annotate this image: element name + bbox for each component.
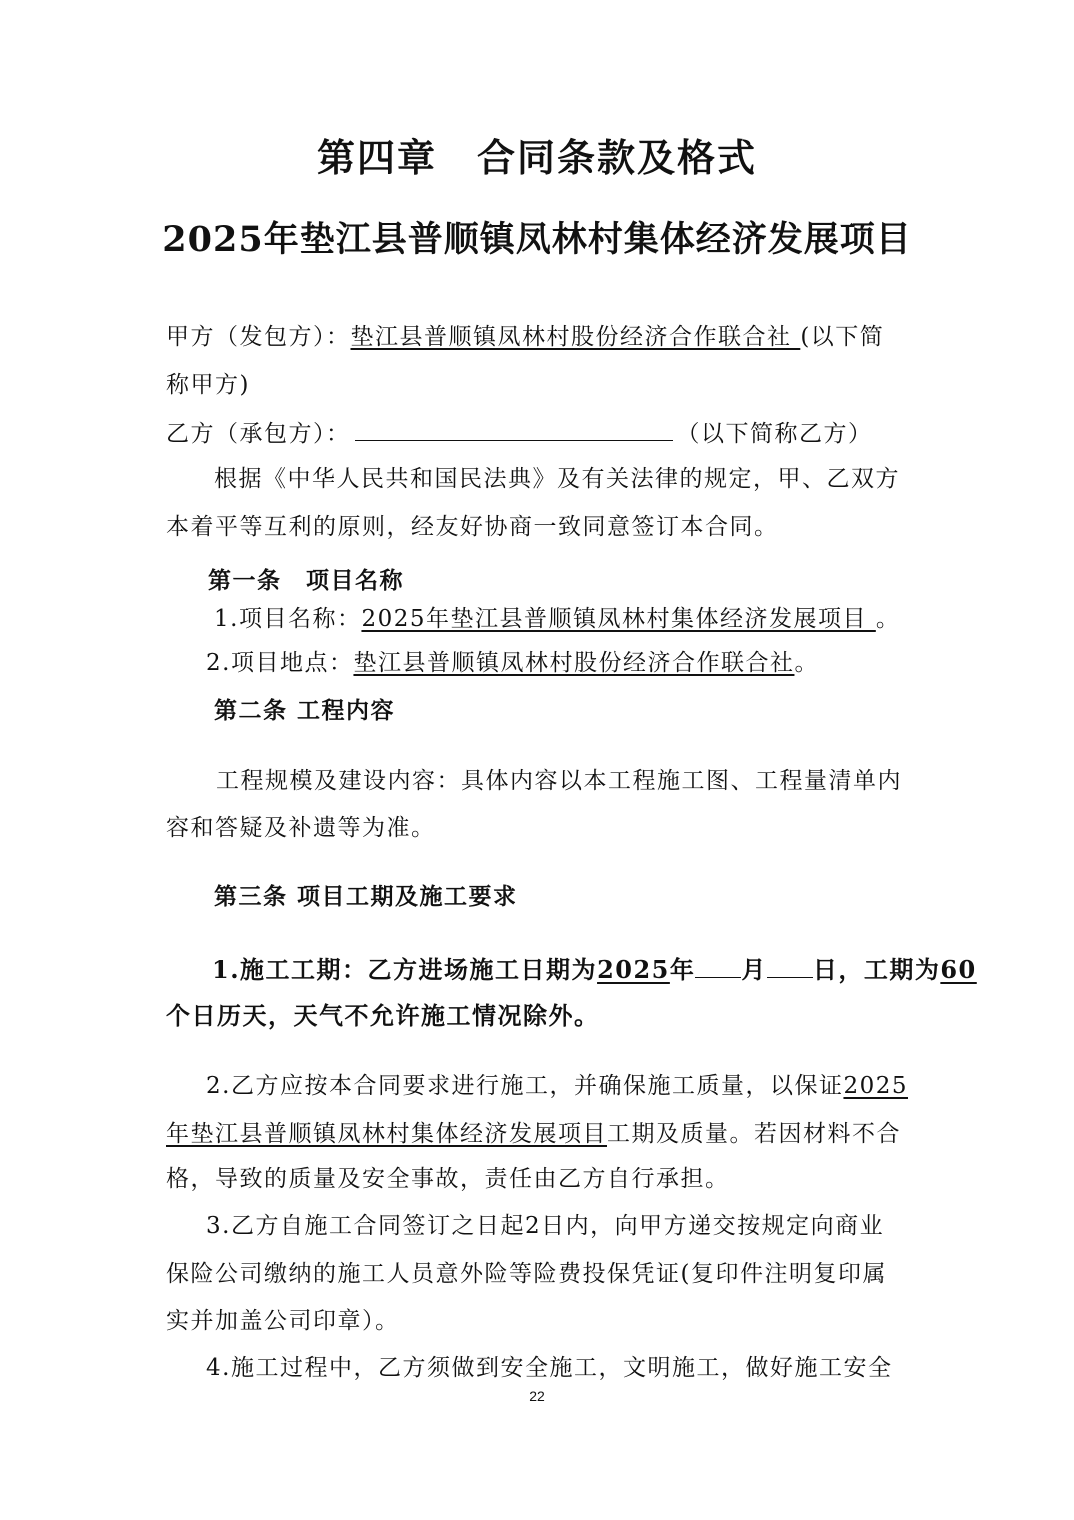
day-blank xyxy=(767,955,813,978)
article-3-item-1: 1.施工工期：乙方进场施工日期为2025年 月 日，工期为60 xyxy=(212,955,977,984)
article-2-line-1: 工程规模及建设内容：具体内容以本工程施工图、工程量清单内 xyxy=(216,768,902,794)
preamble-line-1: 根据《中华人民共和国民法典》及有关法律的规定，甲、乙双方 xyxy=(214,466,900,492)
article-3-item-3-line-1: 3.乙方自施工合同签订之日起2日内，向甲方递交按规定向商业 xyxy=(206,1213,885,1239)
project-name-ref: 年垫江县普顺镇凤林村集体经济发展项目 xyxy=(166,1121,607,1147)
project-title: 2025年垫江县普顺镇凤林村集体经济发展项目 xyxy=(162,219,912,260)
month-blank xyxy=(695,955,741,978)
party-b-suffix: （以下简称乙方） xyxy=(676,421,873,447)
article-1-heading: 第一条 项目名称 xyxy=(208,567,404,594)
party-a-value: 垫江县普顺镇凤林村股份经济合作联合社 xyxy=(350,324,792,350)
article-3-item-3-line-2: 保险公司缴纳的施工人员意外险等险费投保凭证(复印件注明复印属 xyxy=(166,1261,887,1287)
party-b-blank xyxy=(355,418,673,441)
article-1-item-1: 1.项目名称：2025年垫江县普顺镇凤林村集体经济发展项目 。 xyxy=(214,606,901,632)
party-a-line xyxy=(166,322,884,352)
article-3-item-1-line-2: 个日历天，天气不允许施工情况除外。 xyxy=(166,1001,600,1030)
article-2-heading: 第二条 工程内容 xyxy=(214,697,396,724)
party-a-suffix: (以下简 xyxy=(800,324,885,350)
party-b-line xyxy=(166,418,873,449)
preamble-line-2: 本着平等互利的原则，经友好协商一致同意签订本合同。 xyxy=(166,514,779,540)
project-location-value: 垫江县普顺镇凤林村股份经济合作联合社 xyxy=(353,650,795,676)
article-1-item-2: 2.项目地点：垫江县普顺镇凤林村股份经济合作联合社。 xyxy=(206,650,819,676)
article-3-item-2: 2.乙方应按本合同要求进行施工，并确保施工质量，以保证2025 xyxy=(206,1073,908,1099)
article-3-item-3-line-3: 实并加盖公司印章）。 xyxy=(166,1308,400,1334)
party-b-label: 乙方（承包方）： xyxy=(166,421,351,447)
chapter-title: 第四章 合同条款及格式 xyxy=(316,135,757,180)
article-2-line-2: 容和答疑及补遗等为准。 xyxy=(166,815,436,841)
article-3-item-2-line-2: 年垫江县普顺镇凤林村集体经济发展项目工期及质量。若因材料不合 xyxy=(166,1121,901,1147)
project-name-value: 2025年垫江县普顺镇凤林村集体经济发展项目 xyxy=(361,606,867,632)
article-3-item-4-line-1: 4.施工过程中，乙方须做到安全施工，文明施工，做好施工安全 xyxy=(206,1355,893,1381)
article-3-item-2-line-3: 格，导致的质量及安全事故，责任由乙方自行承担。 xyxy=(166,1166,730,1192)
party-a-suffix-line: 称甲方) xyxy=(166,372,250,398)
page-number: 22 xyxy=(529,1388,545,1404)
article-3-heading: 第三条 项目工期及施工要求 xyxy=(214,883,518,910)
party-a-label: 甲方（发包方）： xyxy=(166,324,351,350)
